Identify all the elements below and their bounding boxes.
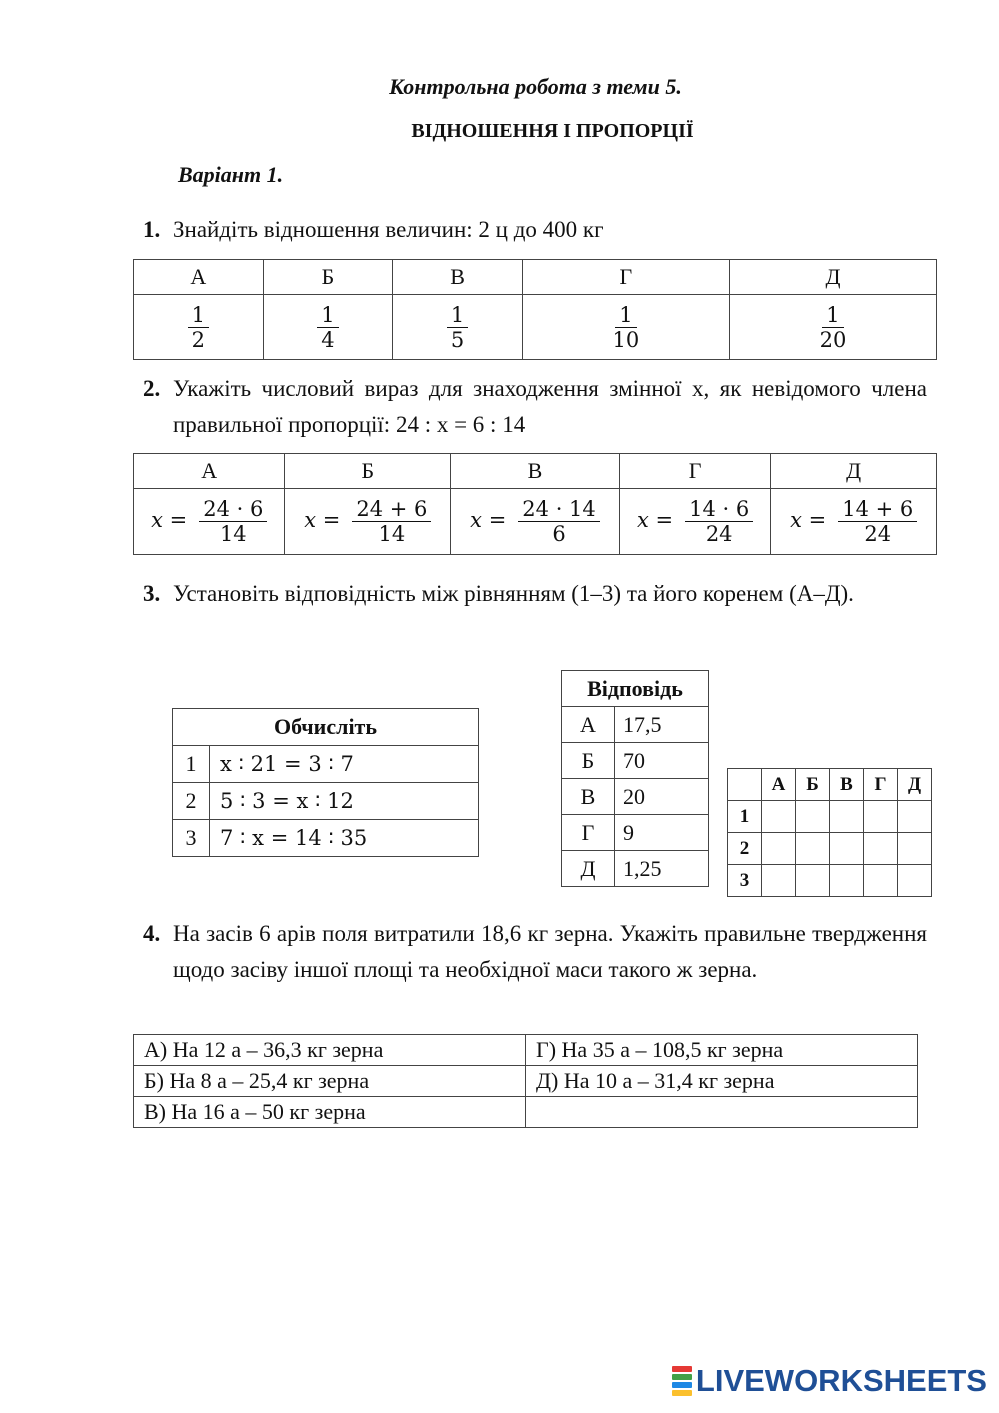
equation: 5 ∶ 3 = x ∶ 12 [210,783,479,820]
question-text: Укажіть числовий вираз для знаходження змінної x, як невідомого члена правильної пропорції: 24 : x = 6 : 14 [173,376,927,437]
numerator: 1 [317,303,338,328]
answer-grid [727,768,932,897]
option-b[interactable]: Б) На 8 а – 25,4 кг зерна [134,1066,526,1097]
fraction [199,497,267,546]
equation-number: 3 [173,820,210,857]
logo-text: LIVEWORKSHEETS [695,1363,987,1398]
question-text: Знайдіть відношення величин: 2 ц до 400 кг [173,217,604,242]
answer-value: 17,5 [615,707,709,743]
grid-cell[interactable] [864,833,898,865]
grid-row-header: 1 [728,801,762,833]
answer-letter: Б [562,743,615,779]
grid-cell[interactable] [898,833,932,865]
equation: 7 ∶ x = 14 ∶ 35 [210,820,479,857]
grid-col-header: Г [864,769,898,801]
option-letter: Г [619,454,770,489]
answer-value: 1,25 [615,851,709,887]
fraction [838,497,917,546]
denominator: 14 [219,522,247,546]
grid-cell[interactable] [762,801,796,833]
option-letter: Б [285,454,451,489]
answer-value: 70 [615,743,709,779]
denominator: 6 [552,522,566,546]
numerator: 14 · 6 [685,497,753,522]
fraction [352,497,431,546]
grid-cell[interactable] [762,865,796,897]
equation-number: 1 [173,746,210,783]
question-number: 1. [143,217,161,242]
numerator: 1 [615,303,636,328]
variable-label: x = [304,507,341,532]
grid-col-header: В [830,769,864,801]
option-a[interactable] [134,295,264,360]
equation: x ∶ 21 = 3 ∶ 7 [210,746,479,783]
option-letter: Д [729,260,936,295]
grid-cell[interactable] [796,833,830,865]
grid-cell[interactable] [898,865,932,897]
variable-label: x = [470,507,507,532]
option-d[interactable] [771,489,937,555]
grid-col-header: А [762,769,796,801]
option-a[interactable] [134,489,285,555]
option-letter: Г [522,260,729,295]
numerator: 24 · 6 [199,497,267,522]
option-g[interactable]: Г) На 35 а – 108,5 кг зерна [526,1035,918,1066]
q4-options-table [133,1034,918,1128]
question-3 [143,576,933,648]
variable-label: x = [637,507,674,532]
question-text: На засів 6 арів поля витратили 18,6 кг зерна. Укажіть правильне твердження щодо засіву іншої площі та необхідної маси такого ж зерна. [173,921,927,982]
denominator: 10 [612,327,640,352]
option-letter: А [134,454,285,489]
numerator: 1 [188,303,209,328]
option-v[interactable] [451,489,620,555]
question-number: 2. [143,376,161,401]
fraction [609,303,644,352]
option-letter: Б [263,260,393,295]
grid-row-header: 3 [728,865,762,897]
q2-answer-table [133,453,937,555]
grid-col-header: Б [796,769,830,801]
denominator: 24 [864,522,892,546]
question-1 [143,212,933,248]
fraction [685,497,753,546]
grid-cell[interactable] [830,801,864,833]
numerator: 24 + 6 [352,497,431,522]
answer-letter: В [562,779,615,815]
denominator: 5 [450,327,465,352]
grid-cell[interactable] [796,865,830,897]
equations-table [172,708,479,857]
option-letter: Д [771,454,937,489]
answer-letter: А [562,707,615,743]
worksheet-subtitle: ВІДНОШЕННЯ І ПРОПОРЦІЇ [411,120,694,142]
question-2 [143,371,933,443]
option-v[interactable] [393,295,523,360]
grid-col-header: Д [898,769,932,801]
grid-cell[interactable] [864,801,898,833]
fraction [518,497,599,546]
question-text: Установіть відповідність між рівнянням (1–3) та його коренем (А–Д). [173,581,854,606]
equation-number: 2 [173,783,210,820]
numerator: 24 · 14 [518,497,599,522]
numerator: 1 [447,303,468,328]
grid-cell[interactable] [762,833,796,865]
answers-table [561,670,709,887]
question-4 [143,916,933,1024]
option-g[interactable] [522,295,729,360]
q1-answer-table [133,259,937,360]
equations-header: Обчисліть [173,709,479,746]
denominator: 20 [819,327,847,352]
variable-label: x = [151,507,188,532]
option-letter: А [134,260,264,295]
option-b[interactable] [285,489,451,555]
option-a[interactable]: А) На 12 а – 36,3 кг зерна [134,1035,526,1066]
grid-row-header: 2 [728,833,762,865]
answer-letter: Г [562,815,615,851]
logo-icon [672,1365,692,1397]
numerator: 14 + 6 [838,497,917,522]
option-d[interactable] [729,295,936,360]
worksheet-title: Контрольна робота з теми 5. [389,74,682,99]
denominator: 2 [191,327,205,352]
fraction [816,303,851,352]
grid-cell[interactable] [830,833,864,865]
option-letter: В [451,454,620,489]
answers-header: Відповідь [562,671,709,707]
option-g[interactable] [619,489,770,555]
answer-value: 9 [615,815,709,851]
fraction [447,303,468,352]
numerator: 1 [822,303,843,328]
denominator: 4 [321,327,335,352]
denominator: 14 [378,522,406,546]
grid-cell[interactable] [796,801,830,833]
grid-corner [728,769,762,801]
option-d[interactable]: Д) На 10 а – 31,4 кг зерна [526,1066,918,1097]
answer-value: 20 [615,779,709,815]
option-v[interactable]: В) На 16 а – 50 кг зерна [134,1097,526,1128]
grid-cell[interactable] [864,865,898,897]
grid-cell[interactable] [898,801,932,833]
fraction [188,303,209,352]
fraction [317,303,338,352]
empty-cell [526,1097,918,1128]
option-b[interactable] [263,295,393,360]
question-number: 4. [143,921,161,946]
question-number: 3. [143,581,161,606]
grid-cell[interactable] [830,865,864,897]
liveworksheets-logo[interactable] [672,1363,987,1399]
variant-label: Варіант 1. [178,162,284,187]
variable-label: x = [790,507,827,532]
denominator: 24 [705,522,733,546]
answer-letter: Д [562,851,615,887]
option-letter: В [393,260,523,295]
